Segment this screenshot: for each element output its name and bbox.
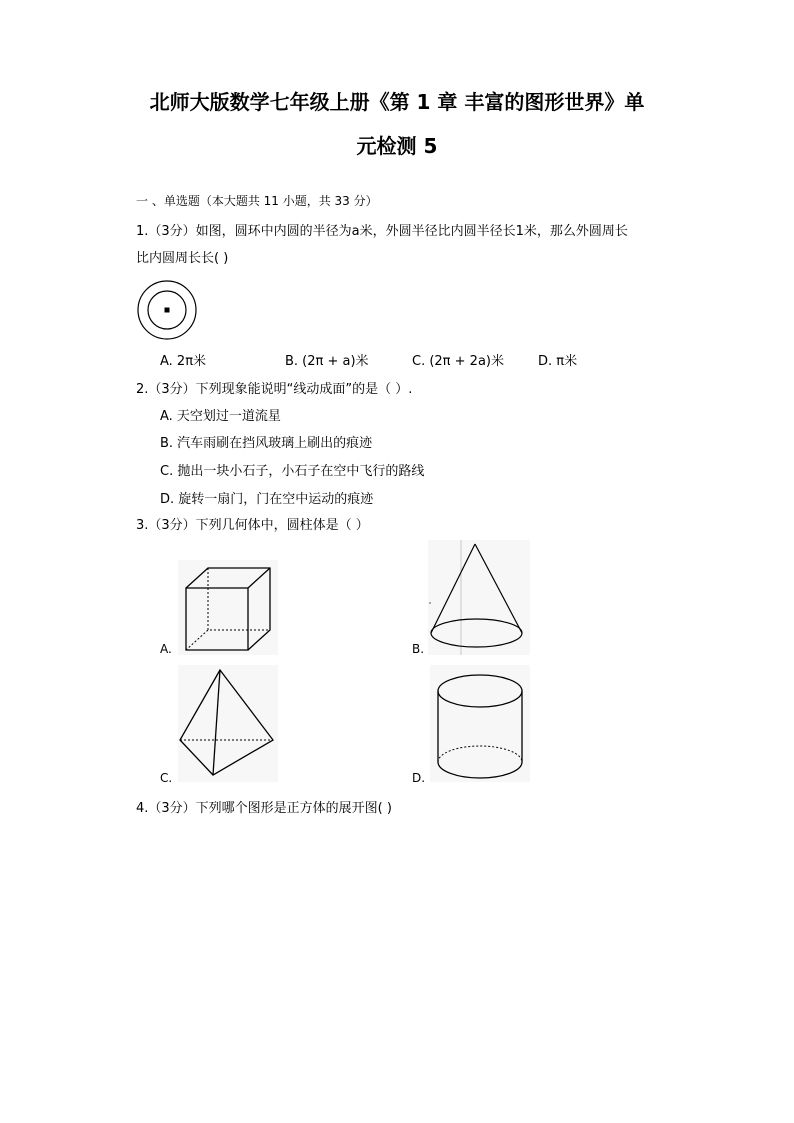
q2-option-d[interactable]: D. 旋转一扇门，门在空中运动的痕迹 [160,492,374,507]
q4-text: 4.（3分）下列哪个图形是正方体的展开图( ) [136,801,392,816]
q2-option-a[interactable]: A. 天空划过一道流星 [160,409,281,424]
page-title-line2: 元检测 5 [356,134,438,158]
q3-label-d[interactable]: D. [412,771,426,785]
q3-label-a[interactable]: A. [160,642,172,656]
page-title-line1: 北师大版数学七年级上册《第 1 章 丰富的图形世界》单 [149,90,645,114]
ring-figure [136,279,198,341]
q1-text-line2: 比内圆周长长( ) [136,251,229,266]
section-header: 一 、单选题（本大题共 11 小题，共 33 分） [136,194,378,208]
cone-figure [428,540,530,655]
q2-option-b[interactable]: B. 汽车雨刷在挡风玻璃上刷出的痕迹 [160,436,373,451]
q2-text: 2.（3分）下列现象能说明“线动成面”的是（ ）. [136,382,413,397]
q1-option-d[interactable]: D. π米 [538,354,578,369]
tetrahedron-figure [178,665,278,782]
q1-option-c[interactable]: C. (2π + 2a)米 [412,354,504,369]
q1-text-line1: 1.（3分）如图，圆环中内圆的半径为a米，外圆半径比内圆半径长1米，那么外圆周长 [136,224,628,239]
q3-text: 3.（3分）下列几何体中，圆柱体是（ ） [136,518,369,533]
q1-option-b[interactable]: B. (2π + a)米 [285,354,369,369]
q3-label-c[interactable]: C. [160,771,173,785]
q1-option-a[interactable]: A. 2π米 [160,354,207,369]
q2-option-c[interactable]: C. 抛出一块小石子，小石子在空中飞行的路线 [160,464,425,479]
cube-figure [178,560,278,655]
q3-label-b[interactable]: B. [412,642,425,656]
cylinder-figure [430,665,530,782]
